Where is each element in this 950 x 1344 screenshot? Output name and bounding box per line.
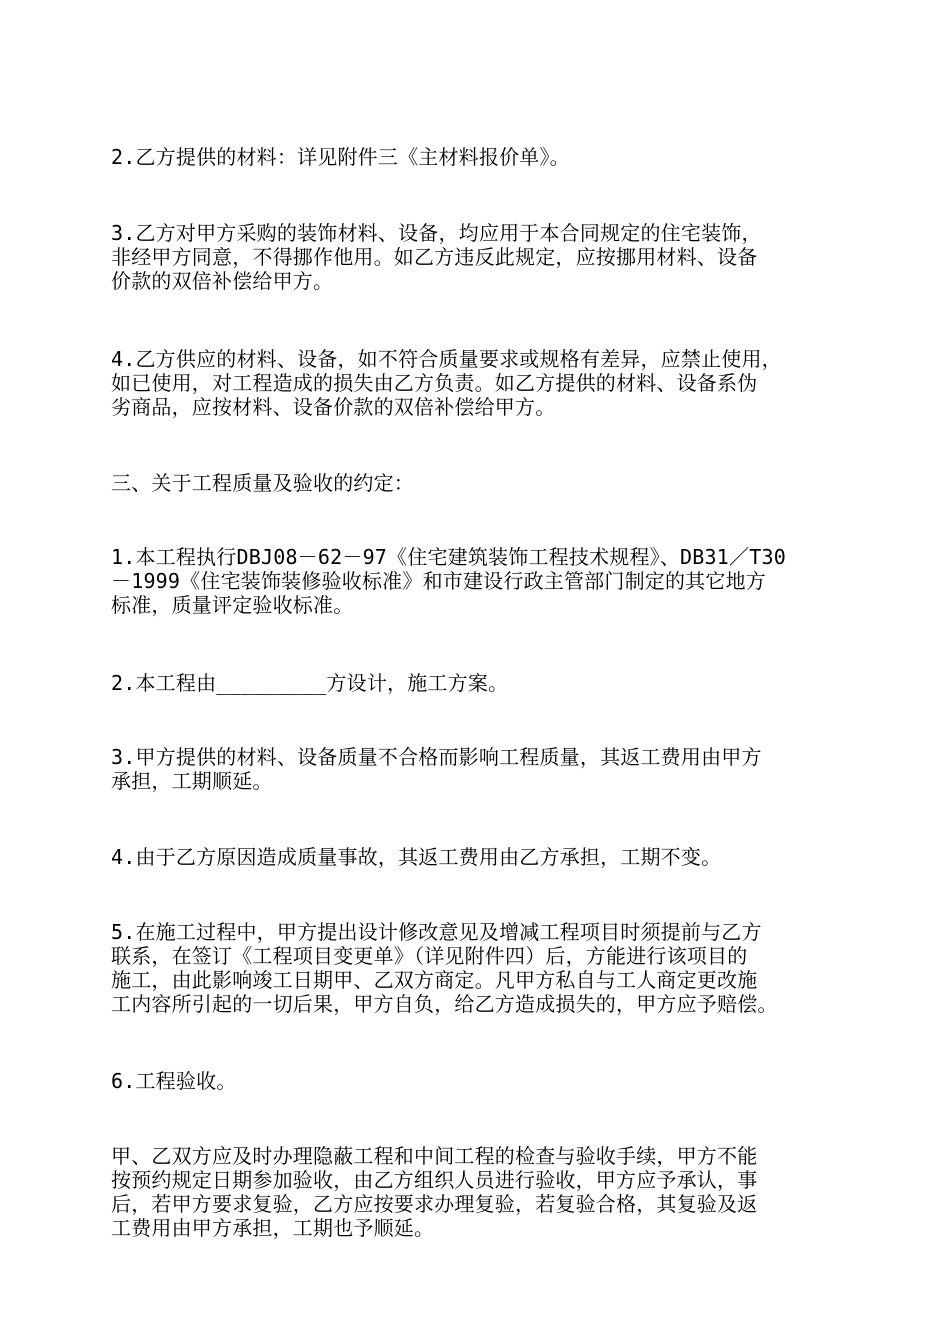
text-line: 工内容所引起的一切后果，甲方自负，给乙方造成损失的，甲方应予赔偿。 — [111, 992, 778, 1016]
section-three-heading — [111, 471, 846, 495]
text-line: 标准，质量评定验收标准。 — [111, 593, 354, 617]
text-line: 2.乙方提供的材料：详见附件三《主材料报价单》。 — [111, 145, 570, 169]
text-line: 3.乙方对甲方采购的装饰材料、设备，均应用于本合同规定的住宅装饰， — [111, 221, 762, 245]
text-line: 联系，在签订《工程项目变更单》（详见附件四）后，方能进行该项目的 — [111, 944, 748, 968]
paragraph-design — [111, 671, 846, 695]
paragraph-materials-supplied — [111, 145, 846, 169]
text-line: 4.由于乙方原因造成质量事故，其返工费用由乙方承担，工期不变。 — [111, 845, 722, 869]
text-line: 甲、乙双方应及时办理隐蔽工程和中间工程的检查与验收手续，甲方不能 — [111, 1144, 758, 1168]
text-line: 非经甲方同意，不得挪作他用。如乙方违反此规定，应按挪用材料、设备 — [111, 245, 758, 269]
text-line: 价款的双倍补偿给甲方。 — [111, 269, 334, 293]
text-line: 3.甲方提供的材料、设备质量不合格而影响工程质量，其返工费用由甲方 — [111, 745, 762, 769]
paragraph-party-a-materials — [111, 745, 846, 793]
text-line: 后，若甲方要求复验，乙方应按要求办理复验，若复验合格，其复验及返 — [111, 1192, 758, 1216]
text-line: 承担，工期顺延。 — [111, 769, 273, 793]
text-line: 6.工程验收。 — [111, 1069, 237, 1093]
paragraph-acceptance-heading — [111, 1069, 846, 1093]
text-line: －1999《住宅装饰装修验收标准》和市建设行政主管部门制定的其它地方 — [111, 569, 766, 593]
text-line: 如已使用，对工程造成的损失由乙方负责。如乙方提供的材料、设备系伪 — [111, 371, 758, 395]
text-line: 施工，由此影响竣工日期甲、乙双方商定。凡甲方私自与工人商定更改施 — [111, 968, 758, 992]
text-line: 劣商品，应按材料、设备价款的双倍补偿给甲方。 — [111, 395, 556, 419]
section-heading-text: 三、关于工程质量及验收的约定： — [111, 471, 414, 495]
text-line: 4.乙方供应的材料、设备，如不符合质量要求或规格有差异，应禁止使用， — [111, 347, 782, 371]
text-line: 工费用由甲方承担，工期也予顺延。 — [111, 1216, 435, 1240]
text-line: 2.本工程由_________方设计，施工方案。 — [111, 671, 509, 695]
paragraph-acceptance-body — [111, 1144, 846, 1240]
paragraph-design-changes — [111, 920, 846, 1016]
text-line: 1.本工程执行DBJ08－62－97《住宅建筑装饰工程技术规程》、DB31／T30 — [111, 545, 786, 569]
text-line: 5.在施工过程中，甲方提出设计修改意见及增减工程项目时须提前与乙方 — [111, 920, 762, 944]
paragraph-materials-use — [111, 221, 846, 293]
paragraph-standards — [111, 545, 846, 617]
paragraph-materials-quality — [111, 347, 846, 419]
paragraph-party-b-accident — [111, 845, 846, 869]
text-line: 按预约规定日期参加验收，由乙方组织人员进行验收，甲方应予承认，事 — [111, 1168, 758, 1192]
